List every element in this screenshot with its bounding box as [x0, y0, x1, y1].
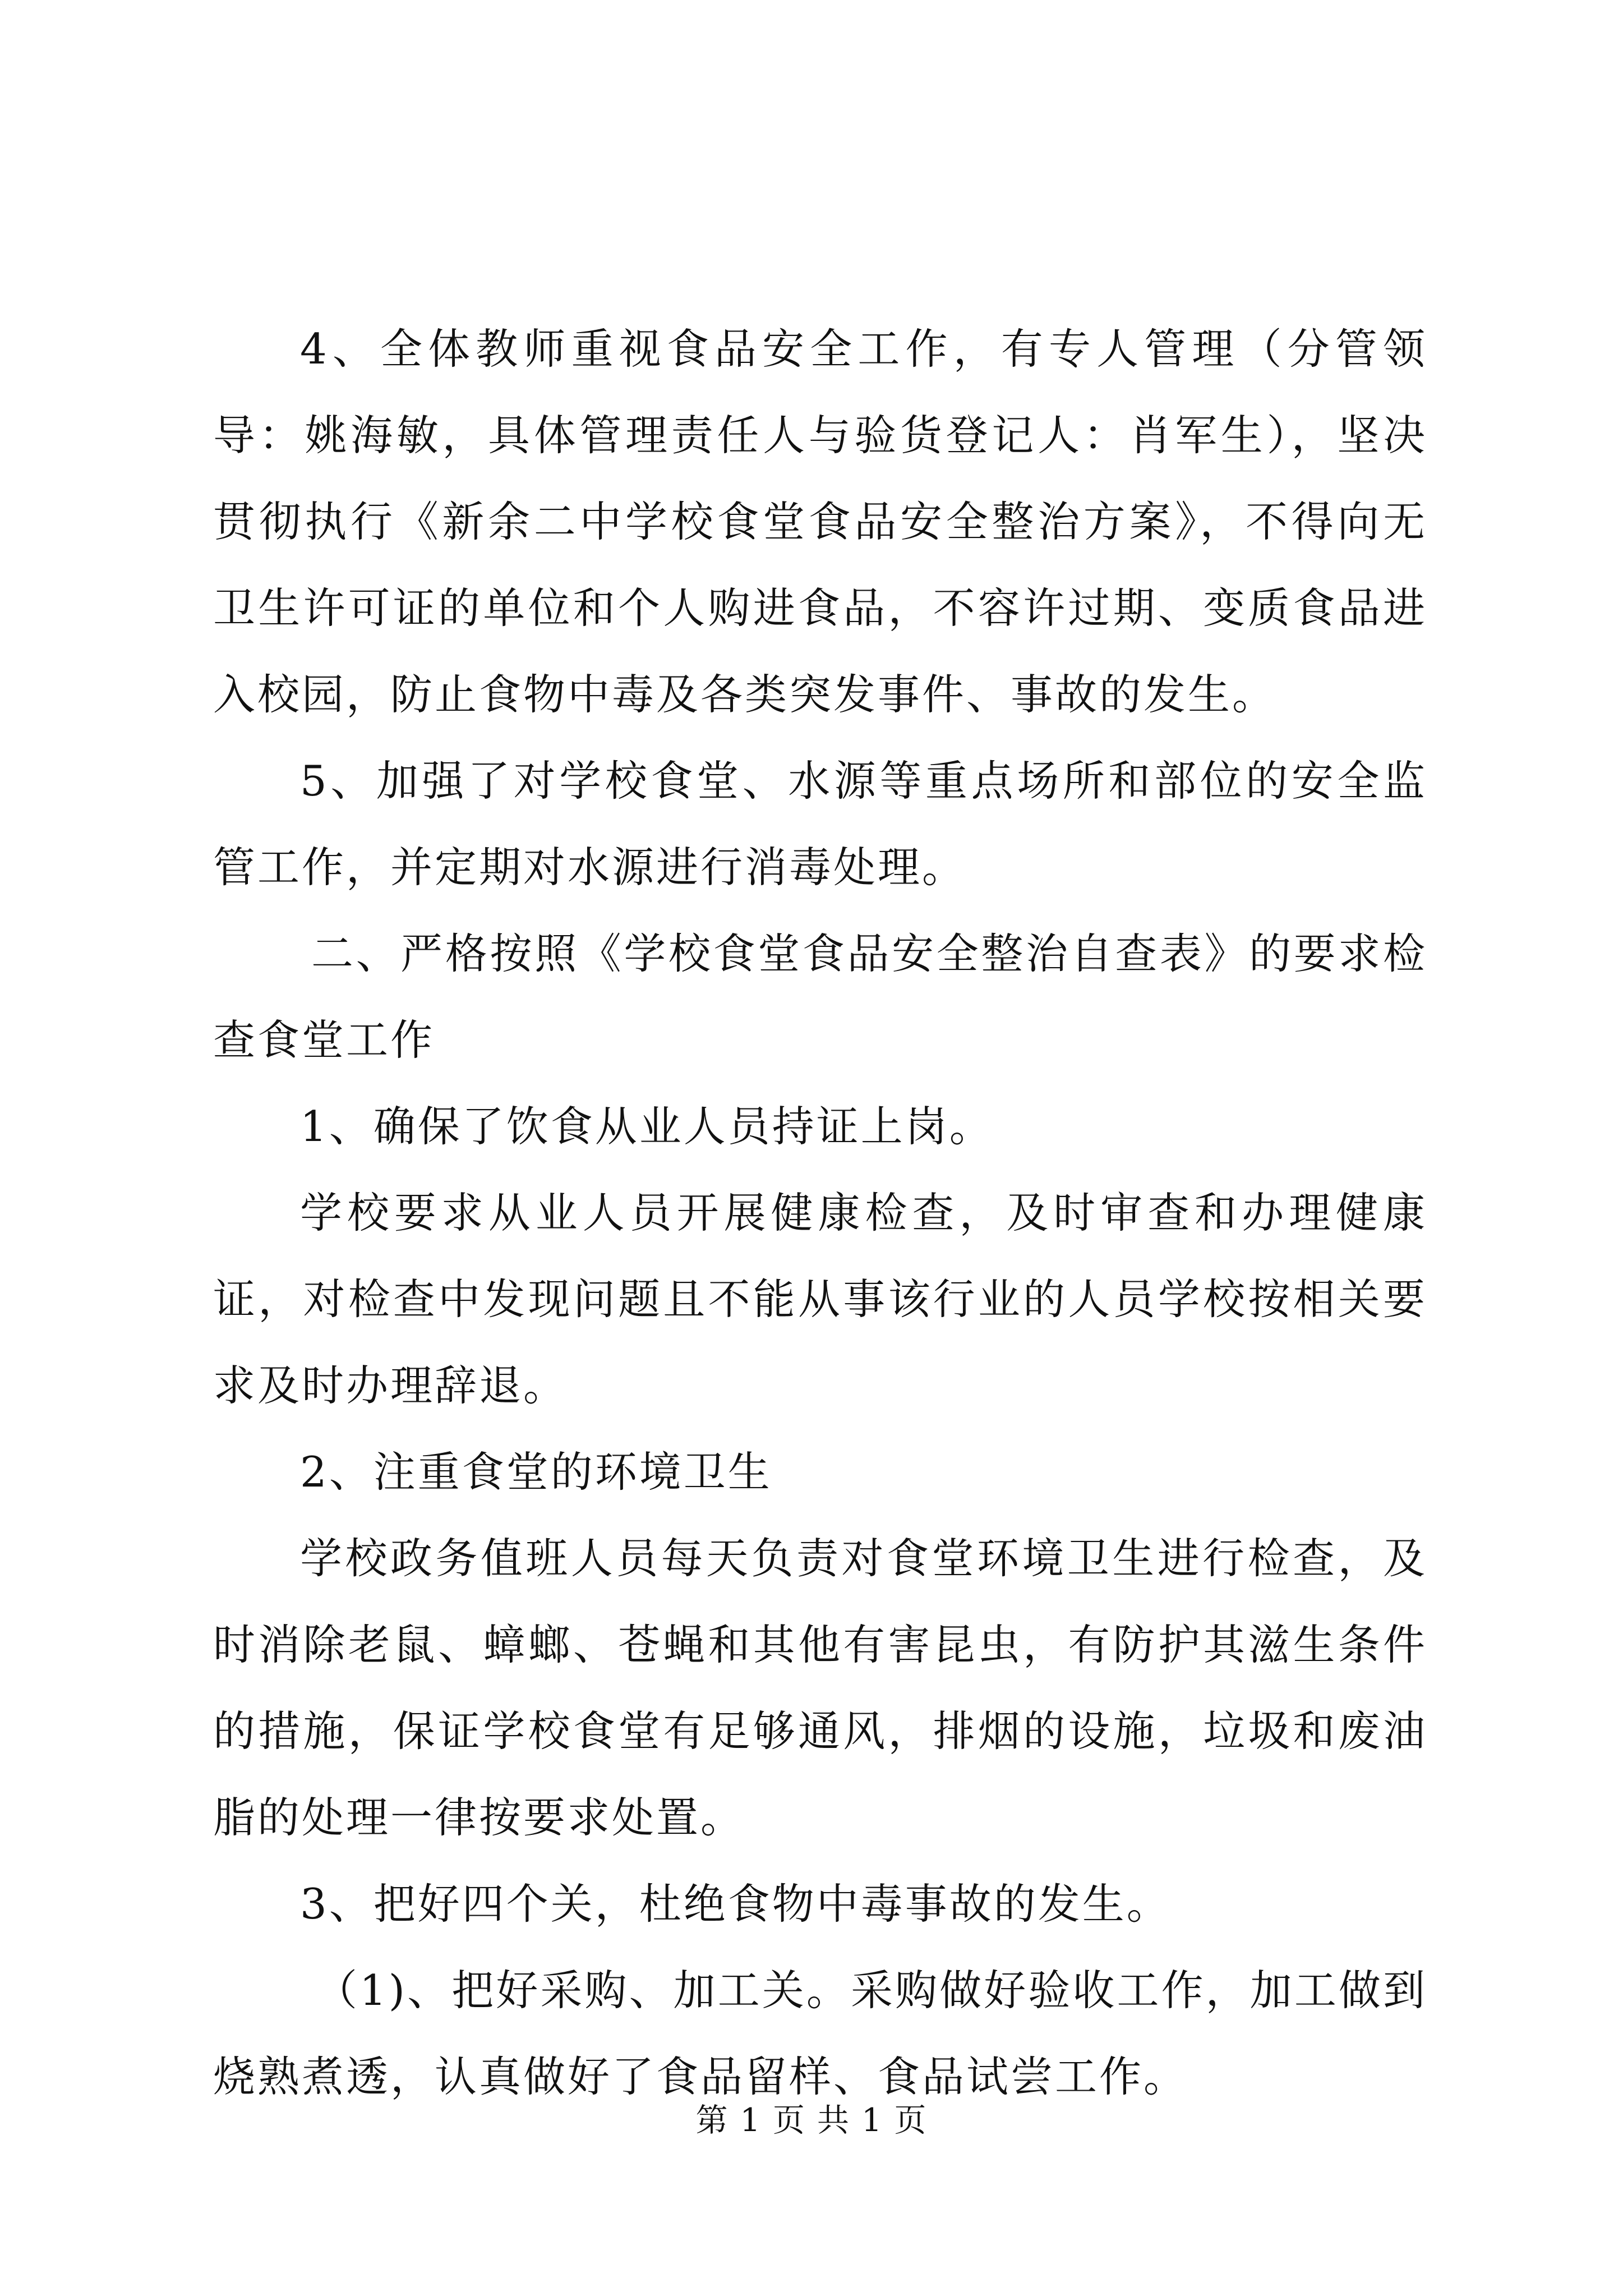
paragraph-item-3: 3、把好四个关，杜绝食物中毒事故的发生。 — [300, 1879, 1171, 1929]
paragraph-item-4: 4、全体教师重视食品安全工作，有专人管理（分管领导：姚海敏，具体管理责任人与验货登记人：肖军生），坚决贯彻执行《新余二中学校食堂食品安全整治方案》，不得向无卫生许可证的单位和个人购进食品，不容许过期、变质食品进入校园，防止食物中毒及各类突发事件、事故的发生。 — [213, 324, 1427, 719]
section-heading-2: 二、严格按照《学校食堂食品安全整治自查表》的要求检查食堂工作 — [213, 929, 1427, 1065]
paragraph-subitem-1: （1)、把好采购、加工关。采购做好验收工作，加工做到烧熟煮透，认真做好了食品留样、食品试尝工作。 — [213, 1966, 1427, 2101]
document-body — [213, 306, 1427, 2120]
page-footer: 第 1 页 共 1 页 — [695, 2102, 928, 2139]
paragraph-item-5: 5、加强了对学校食堂、水源等重点场所和部位的安全监管工作，并定期对水源进行消毒处理。 — [213, 756, 1427, 892]
paragraph-item-2: 2、注重食堂的环境卫生 — [300, 1447, 772, 1497]
paragraph-hygiene-inspection: 学校政务值班人员每天负责对食堂环境卫生进行检查，及时消除老鼠、蟑螂、苍蝇和其他有害昆虫，有防护其滋生条件的措施，保证学校食堂有足够通风，排烟的设施，垃圾和废油脂的处理一律按要求处置。 — [213, 1534, 1427, 1842]
paragraph-health-check: 学校要求从业人员开展健康检查，及时审查和办理健康证，对检查中发现问题且不能从事该行业的人员学校按相关要求及时办理辞退。 — [213, 1188, 1427, 1410]
paragraph-item-1: 1、确保了饮食从业人员持证上岗。 — [300, 1102, 994, 1151]
